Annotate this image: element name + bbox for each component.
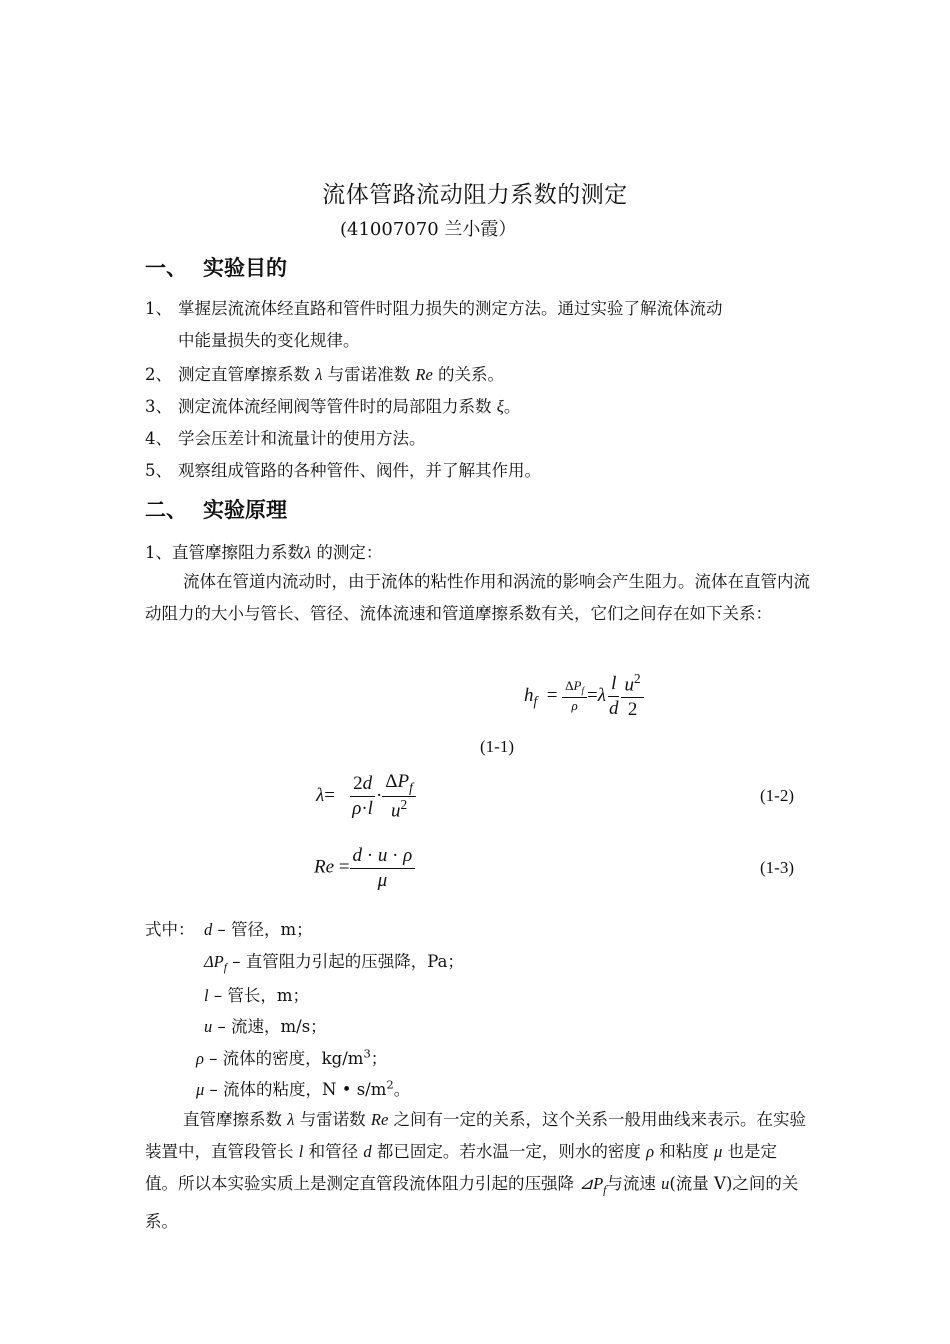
item-text: 的关系。 bbox=[432, 365, 505, 384]
xi-symbol: ξ bbox=[496, 397, 504, 416]
author-line: (41007070 兰小霞） bbox=[340, 219, 517, 240]
definition-item bbox=[204, 948, 464, 974]
document-title: 流体管路流动阻力系数的测定 bbox=[322, 182, 628, 208]
variable-symbol: μ bbox=[196, 1080, 205, 1099]
definition-item bbox=[204, 916, 313, 940]
subsection-heading bbox=[145, 539, 382, 563]
paragraph-text: 流体在管道内流动时，由于流体的粘性作用和涡流的影响会产生阻力。流体在直管内流动阻力的大小与管长、管径、流体流速和管道摩擦系数有关，它们之间存在如下关系： bbox=[145, 572, 810, 623]
section-2-heading bbox=[145, 494, 287, 524]
mu-symbol: μ bbox=[714, 1142, 723, 1161]
re-symbol: Re bbox=[370, 1110, 389, 1129]
item-text: 测定直管摩擦系数 bbox=[178, 365, 316, 384]
variable-symbol: l bbox=[204, 986, 209, 1005]
definition-text: – 流体的粘度，N • s/m bbox=[209, 1080, 387, 1099]
paragraph-text: 也是定值。所以本实验实质上是测定直管段流体阻力引起的压强降 bbox=[145, 1142, 778, 1193]
equation-number-3: (1-3) bbox=[760, 858, 794, 877]
paragraph-text: (流量 V)之间的关系。 bbox=[145, 1174, 799, 1232]
variable-symbol: ΔP bbox=[204, 952, 224, 971]
equation-3: Re = $\frac{d \cdot u \cdot \rho}{\mu}$ bbox=[314, 844, 415, 893]
list-item bbox=[145, 295, 723, 319]
equation-1: $h_f$ = $\frac{\Delta P_f}{\rho}$ =λ $\frac{l}{d}$ $\frac{u^2}{2}$ bbox=[524, 671, 644, 722]
paragraph-text: 与雷诺数 bbox=[294, 1110, 371, 1129]
item-number: 2、 bbox=[145, 365, 172, 384]
variable-subscript: f bbox=[223, 962, 227, 975]
definition-text: – 流速，m/s； bbox=[217, 1017, 327, 1036]
item-number: 3、 bbox=[145, 397, 172, 416]
lambda-symbol: λ bbox=[287, 1110, 295, 1129]
lambda-symbol: λ bbox=[315, 365, 323, 384]
paragraph-text: 和粘度 bbox=[654, 1142, 715, 1161]
unit-superscript: 2 bbox=[386, 1077, 394, 1092]
section-title: 实验目的 bbox=[203, 256, 287, 280]
item-text: 测定流体流经闸阀等管件时的局部阻力系数 bbox=[178, 397, 497, 416]
definition-text: – 管径，m； bbox=[217, 920, 313, 939]
definitions-label: 式中： bbox=[145, 920, 195, 939]
re-symbol: Re bbox=[415, 365, 433, 384]
item-text: 学会压差计和流量计的使用方法。 bbox=[178, 429, 426, 448]
equation-number-1: (1-1) bbox=[480, 737, 514, 756]
lambda-symbol: λ bbox=[304, 543, 312, 562]
section-title: 实验原理 bbox=[203, 498, 287, 522]
delta-pf-symbol: $⊿P_f$ bbox=[579, 1174, 607, 1197]
paragraph-text: 之间有一定的关系，这个关系一般用曲线来表示。在实验装置中，直管段管长 bbox=[145, 1110, 807, 1161]
subsection-text: 的测定： bbox=[311, 543, 383, 562]
item-text: 观察组成管路的各种管件、阀件，并了解其作用。 bbox=[178, 461, 541, 480]
subsection-text: 1、直管摩擦阻力系数 bbox=[145, 543, 304, 562]
definition-text: – 直管阻力引起的压强降，Pa； bbox=[232, 952, 464, 971]
paragraph-text: 和管径 bbox=[303, 1142, 364, 1161]
paragraph-2 bbox=[145, 1104, 810, 1238]
rho-symbol: ρ bbox=[646, 1142, 655, 1161]
item-text: 掌握层流流体经直路和管件时阻力损失的测定方法。通过实验了解流体流动 bbox=[178, 299, 723, 318]
item-text: 。 bbox=[503, 397, 521, 416]
definition-item bbox=[196, 1045, 387, 1069]
definition-text: – 流体的密度，kg/m bbox=[209, 1049, 364, 1068]
definition-text: – 管长，m； bbox=[213, 986, 309, 1005]
section-number: 二、 bbox=[145, 498, 187, 522]
definition-item bbox=[204, 1013, 327, 1037]
item-number: 5、 bbox=[145, 461, 172, 480]
section-number: 一、 bbox=[145, 256, 187, 280]
variable-symbol: d bbox=[204, 920, 213, 939]
paragraph-text: 都已固定。若水温一定，则水的密度 bbox=[371, 1142, 647, 1161]
definition-item bbox=[204, 982, 309, 1006]
definition-text: 。 bbox=[393, 1080, 411, 1099]
equation-2: λ= $\frac{2d}{\rho\cdot l}$ · $\frac{\Delta P_f}{u^2}$ bbox=[316, 770, 416, 823]
list-item-continuation: 中能量损失的变化规律。 bbox=[178, 331, 360, 350]
variable-symbol: u bbox=[204, 1017, 213, 1036]
paragraph-text: 直管摩擦系数 bbox=[183, 1110, 288, 1129]
list-item bbox=[145, 393, 520, 417]
paragraph-text: 与流速 bbox=[606, 1174, 662, 1193]
definition-text: ； bbox=[370, 1049, 388, 1068]
list-item bbox=[145, 457, 541, 481]
list-item bbox=[145, 361, 504, 385]
item-number: 4、 bbox=[145, 429, 172, 448]
paragraph-1 bbox=[145, 566, 810, 630]
unit-superscript: 3 bbox=[363, 1046, 371, 1061]
variable-symbol: ρ bbox=[196, 1049, 204, 1068]
item-text: 与雷诺准数 bbox=[322, 365, 416, 384]
item-number: 1、 bbox=[145, 299, 172, 318]
definition-item bbox=[196, 1076, 410, 1100]
u-symbol: u bbox=[661, 1174, 670, 1193]
equation-number-2: (1-2) bbox=[760, 786, 794, 805]
list-item bbox=[145, 425, 426, 449]
d-symbol: d bbox=[363, 1142, 372, 1161]
section-1-heading bbox=[145, 252, 287, 282]
l-symbol: l bbox=[298, 1142, 304, 1161]
